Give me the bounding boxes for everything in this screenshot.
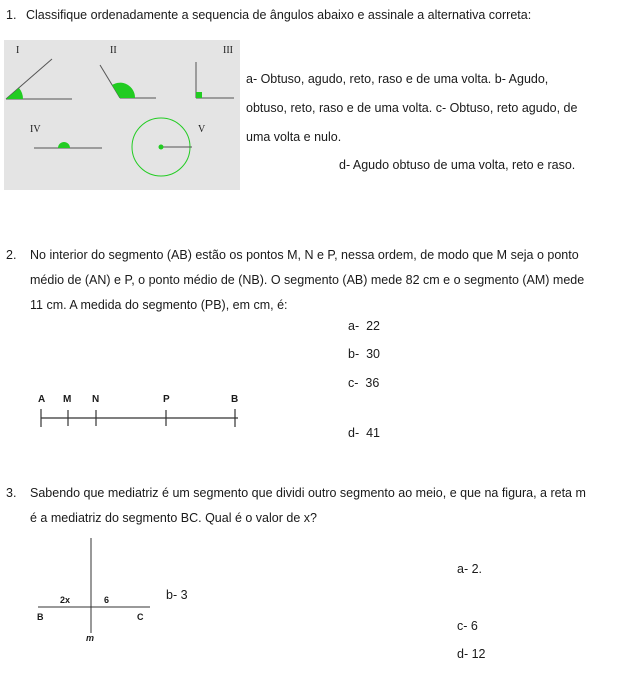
- segment-point-a-label: A: [38, 394, 46, 405]
- q2-option-b: [348, 347, 380, 361]
- q3-option-b: b- 3: [166, 588, 188, 602]
- point-b-label: B: [37, 612, 44, 622]
- q3-option-d: d- 12: [457, 647, 486, 661]
- acute-angle-drawing: [6, 59, 72, 99]
- line-m-label: m: [86, 633, 95, 643]
- q1-number: 1.: [6, 8, 17, 22]
- obtuse-angle-drawing: [100, 65, 156, 98]
- q2-option-c-value: 36: [365, 376, 380, 390]
- q1-option-line-3: uma volta e nulo.: [246, 130, 342, 144]
- q2-option-d-letter: d-: [348, 426, 360, 440]
- segment-point-m-label: M: [63, 394, 72, 405]
- q3-line-1: Sabendo que mediatriz é um segmento que dividi outro segmento ao meio, e que na figura, a reta m: [30, 486, 586, 500]
- full-angle-drawing: [132, 118, 192, 176]
- q2-option-b-letter: b-: [348, 347, 360, 361]
- q2-option-c: [348, 376, 379, 390]
- point-c-label: C: [137, 612, 144, 622]
- q2-option-b-value: 30: [366, 347, 380, 361]
- q1-option-line-2: obtuso, reto, raso e de uma volta. c- Obtuso, reto agudo, de: [246, 101, 578, 115]
- q2-line-1: No interior do segmento (AB) estão os pontos M, N e P, nessa ordem, de modo que M seja o ponto: [30, 248, 579, 262]
- q2-option-a: [348, 319, 380, 333]
- segment-point-n-label: N: [92, 394, 100, 405]
- q3-number: 3.: [6, 486, 17, 500]
- q2-line-2: médio de (AN) e P, o ponto médio de (NB). O segmento (AB) mede 82 cm e o segmento (AM) mede: [30, 273, 585, 287]
- angle-label-5: V: [198, 124, 206, 135]
- segment-point-p-label: P: [163, 394, 170, 405]
- segment-point-b-label: B: [231, 394, 239, 405]
- angle-label-2: II: [110, 45, 117, 56]
- angle-label-3: III: [223, 45, 233, 56]
- angle-label-4: IV: [30, 124, 41, 135]
- mediatriz-figure: [30, 535, 160, 645]
- angle-drawings: [4, 40, 240, 190]
- q2-option-c-letter: c-: [348, 376, 359, 390]
- q1-option-line-1: a- Obtuso, agudo, reto, raso e de uma volta. b- Agudo,: [246, 72, 549, 86]
- q1-question-text: Classifique ordenadamente a sequencia de ângulos abaixo e assinale a alternativa correta:: [26, 8, 532, 22]
- segment-6-label: 6: [104, 595, 110, 605]
- q2-option-d: [348, 426, 380, 440]
- q2-option-d-value: 41: [366, 426, 380, 440]
- segment-2x-label: 2x: [60, 595, 71, 605]
- q2-number: 2.: [6, 248, 17, 262]
- q2-line-3: 11 cm. A medida do segmento (PB), em cm, é:: [30, 298, 288, 312]
- q3-line-2: é a mediatriz do segmento BC. Qual é o valor de x?: [30, 511, 317, 525]
- q3-option-a: a- 2.: [457, 562, 483, 576]
- q2-option-a-value: 22: [366, 319, 380, 333]
- segment-ab-drawing: [36, 406, 246, 430]
- q2-option-a-letter: a-: [348, 319, 360, 333]
- straight-angle-drawing: [34, 142, 102, 148]
- right-angle-drawing: [196, 62, 234, 98]
- q3-option-c: c- 6: [457, 619, 478, 633]
- angle-label-1: I: [16, 45, 20, 56]
- q1-option-d: d- Agudo obtuso de uma volta, reto e raso.: [339, 158, 576, 172]
- q1-angles-figure: [4, 40, 240, 190]
